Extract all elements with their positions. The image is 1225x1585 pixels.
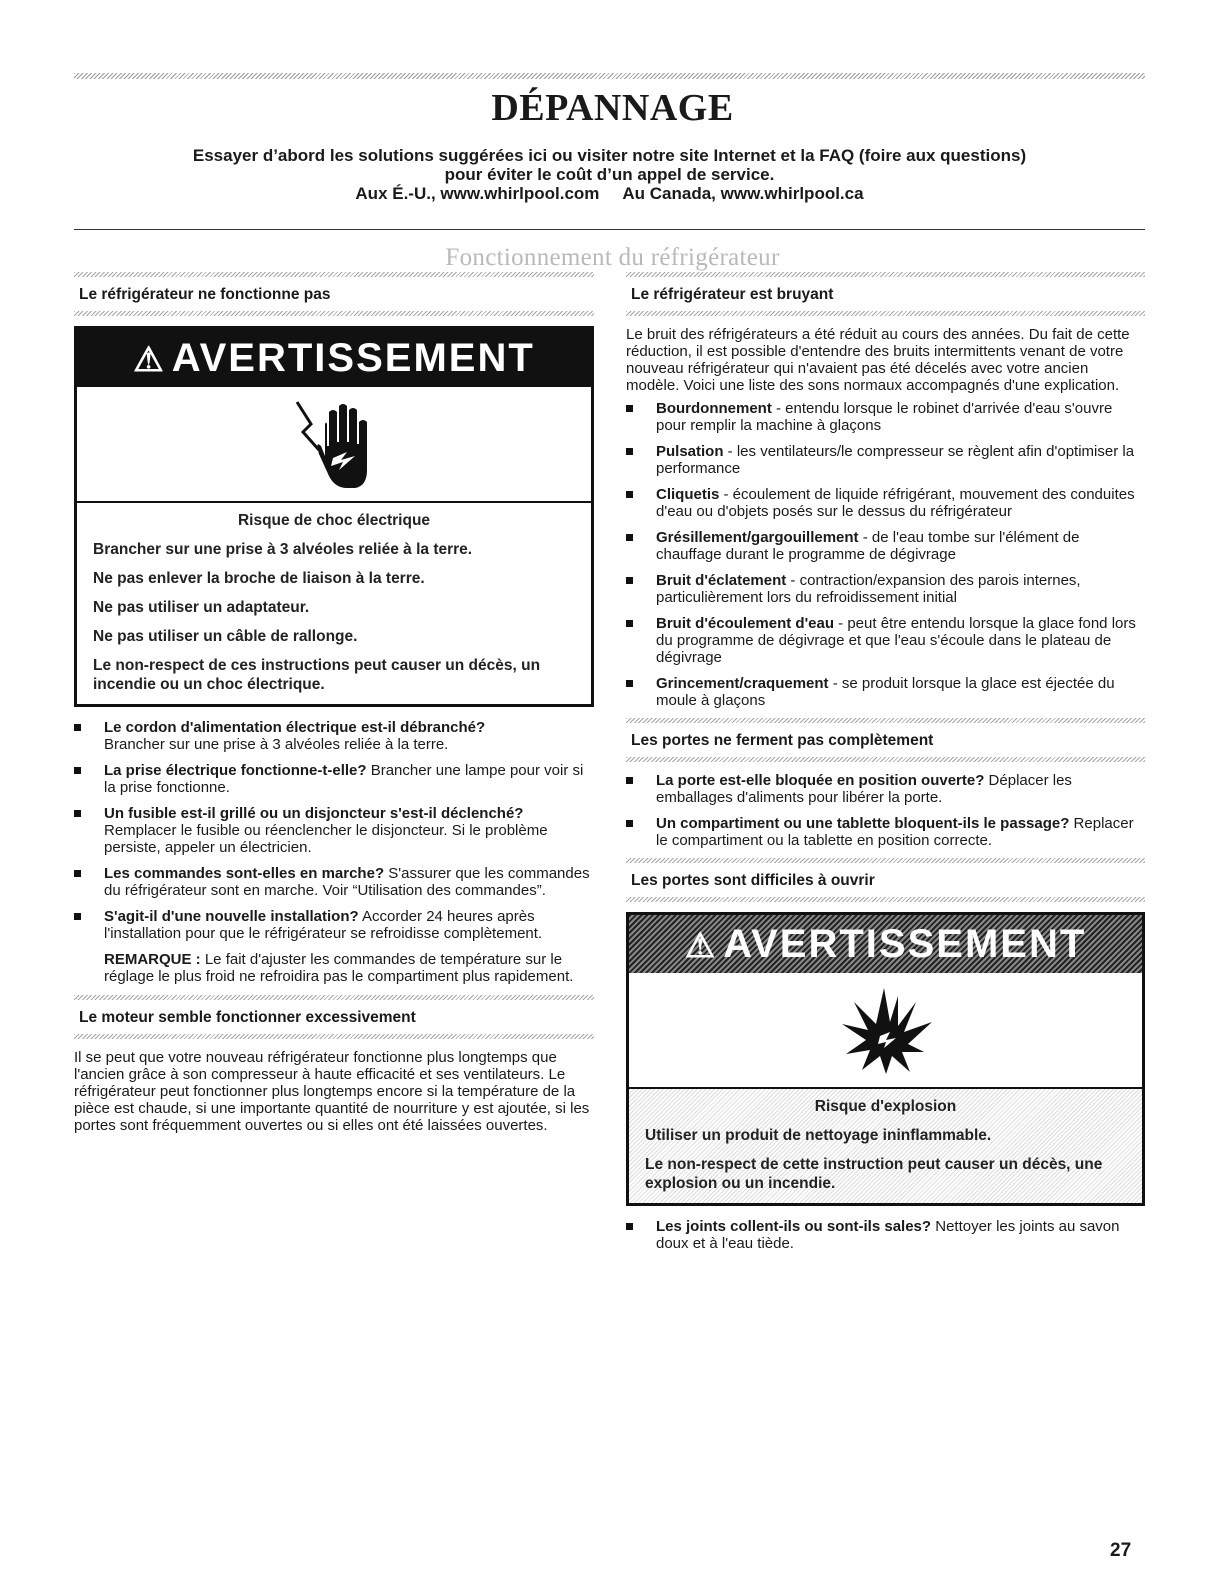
item-answer: Accorder 24 heures après l'installation pour que le réfrigérateur se refroidisse complètement. [104,908,543,942]
warning-box-explosion [626,912,1145,1206]
subhead-label: Les portes sont difficiles à ouvrir [631,872,875,889]
item-answer: - contraction/expansion des parois internes, particulièrement lors du refroidissement initial [656,572,1081,606]
list-item [626,486,1145,520]
warning-triangle-icon: ⚠ [684,927,718,965]
item-question: Les joints collent-ils ou sont-ils sales? [656,1218,932,1235]
warning-line: Le non-respect de ces instructions peut causer un décès, un incendie ou un choc électrique. [93,657,541,693]
section-title: Fonctionnement du réfrigérateur [445,244,780,271]
hatched-rule [74,311,594,316]
list-item [74,762,594,796]
motor-paragraph: Il se peut que votre nouveau réfrigérateur fonctionne plus longtemps que l'ancien grâce à son compresseur à haute efficacité et ses ventilateurs. Le réfrigérateur peut fonctionner plus longtemps encore si la température de la pièce est chaude, si une importante quantité de nourriture y est ajoutée, si les portes sont fréquemment ouvertes ou si elles ont été laissées ouvertes. [74,1049,590,1134]
item-question: La porte est-elle bloquée en position ouverte? [656,772,985,789]
note [74,951,594,985]
subhead-doors-open [626,858,1145,902]
warning-banner [629,915,1142,973]
list-item [626,443,1145,477]
header-rule [74,229,1145,230]
list-item [626,615,1145,666]
note-label: REMARQUE : [104,951,201,968]
left-column [74,272,594,1140]
noisy-intro: Le bruit des réfrigérateurs a été réduit au cours des années. Du fait de cette réduction, il est possible d'entendre des bruits intermittents venant de votre nouveau réfrigérateur qui n'avaient pas été décelés avec votre ancien modèle. Voici une liste des sons normaux accompagnés d'une explication. [626,326,1130,394]
item-question: Les commandes sont-elles en marche? [104,865,385,882]
explosion-icon [836,982,936,1078]
item-question: Pulsation [656,443,724,460]
warning-line: Ne pas utiliser un adaptateur. [93,599,310,616]
item-question: La prise électrique fonctionne-t-elle? [104,762,367,779]
warning-line: Le non-respect de cette instruction peut causer un décès, une explosion ou un incendie. [645,1156,1103,1192]
item-answer: Brancher une lampe pour voir si la prise fonctionne. [104,762,584,796]
list-item [626,529,1145,563]
item-answer: Déplacer les emballages d'aliments pour libérer la porte. [656,772,1072,806]
warning-line: Brancher sur une prise à 3 alvéoles reliée à la terre. [93,541,473,558]
list-item [626,1218,1145,1252]
intro-line-2: pour éviter le coût d’un appel de service. [444,165,775,184]
list-item [626,815,1145,849]
list-item [626,572,1145,606]
item-answer: Replacer le compartiment ou la tablette en position correcte. [656,815,1134,849]
list-item [74,805,594,856]
item-question: Le cordon d'alimentation électrique est-il débranché? [104,719,486,736]
item-question: Bourdonnement [656,400,772,417]
intro-line-3: Aux É.-U., www.whirlpool.com Au Canada, www.whirlpool.ca [355,184,864,203]
item-answer: - entendu lorsque le robinet d'arrivée d'eau s'ouvre pour remplir la machine à glaçons [656,400,1113,434]
warning-banner [77,329,591,387]
item-answer: Brancher sur une prise à 3 alvéoles reliée à la terre. [104,736,449,753]
subhead-noisy [626,272,1145,316]
item-question: Bruit d'écoulement d'eau [656,615,834,632]
warning-line: Ne pas utiliser un câble de rallonge. [93,628,358,645]
list-item [74,719,594,753]
warning-line: Utiliser un produit de nettoyage ininflammable. [645,1127,992,1144]
subhead-motor [74,995,594,1039]
intro-line-1: Essayer d’abord les solutions suggérées ici ou visiter notre site Internet et la FAQ (foire aux questions) [192,146,1027,165]
item-answer: - de l'eau tombe sur l'élément de chauffage durant le programme de dégivrage [656,529,1080,563]
doors-open-list [626,1218,1145,1252]
checklist-not-working [74,719,594,942]
hatched-rule [74,1034,594,1039]
hatched-rule [626,311,1145,316]
right-column [626,272,1145,1261]
subhead-not-working [74,272,594,316]
item-question: Grincement/craquement [656,675,829,692]
warning-banner-label: AVERTISSEMENT [723,922,1087,966]
item-answer: S'assurer que les commandes du réfrigérateur sont en marche. Voir “Utilisation des commandes”. [104,865,590,899]
warning-box-shock [74,326,594,707]
subhead-label: Le réfrigérateur est bruyant [631,286,834,303]
hatched-rule [626,897,1145,902]
doors-close-list [626,772,1145,849]
top-hatched-rule [74,73,1145,79]
item-answer: - écoulement de liquide réfrigérant, mouvement des conduites d'eau ou d'objets posés sur le dessus du réfrigérateur [656,486,1135,520]
warning-triangle-icon: ⚠ [133,341,166,379]
warning-risk: Risque de choc électrique [237,512,431,529]
item-question: Un compartiment ou une tablette bloquent-ils le passage? [656,815,1070,832]
item-question: Bruit d'éclatement [656,572,787,589]
warning-risk: Risque d'explosion [814,1098,957,1115]
warning-banner-label: AVERTISSEMENT [171,336,535,380]
item-question: Un fusible est-il grillé ou un disjoncteur s'est-il déclenché? [104,805,524,822]
list-item [74,908,594,942]
list-item [626,675,1145,709]
item-question: Grésillement/gargouillement [656,529,859,546]
sounds-list [626,400,1145,709]
page-number: 27 [1110,1540,1132,1561]
page-title: DÉPANNAGE [491,87,734,129]
item-answer: - peut être entendu lorsque la glace fond lors du programme de dégivrage et que l'eau s'écoule dans le plateau de dégivrage [656,615,1136,666]
subhead-label: Les portes ne ferment pas complètement [631,732,934,749]
list-item [74,865,594,899]
item-answer: - les ventilateurs/le compresseur se règlent afin d'optimiser la performance [656,443,1135,477]
warning-line: Ne pas enlever la broche de liaison à la terre. [93,570,425,587]
subhead-label: Le moteur semble fonctionner excessivement [79,1009,416,1026]
intro-text [74,146,1145,203]
subhead-label: Le réfrigérateur ne fonctionne pas [79,286,331,303]
warning-pictogram [77,387,591,503]
note-text: Le fait d'ajuster les commandes de température sur le réglage le plus froid ne refroidira pas le compartiment plus rapidement. [104,951,574,985]
warning-text [77,503,591,704]
list-item [626,400,1145,434]
item-answer: Remplacer le fusible ou réenclencher le disjoncteur. Si le problème persiste, appeler un électricien. [104,822,548,856]
item-answer: - se produit lorsque la glace est éjectée du moule à glaçons [656,675,1115,709]
list-item [626,772,1145,806]
warning-pictogram [629,973,1142,1089]
electric-shock-hand-icon [289,394,379,494]
item-answer: Nettoyer les joints au savon doux et à l'eau tiède. [656,1218,1120,1252]
hatched-rule [626,757,1145,762]
warning-text [629,1089,1142,1203]
subhead-doors-close [626,718,1145,762]
item-question: Cliquetis [656,486,720,503]
item-question: S'agit-il d'une nouvelle installation? [104,908,359,925]
